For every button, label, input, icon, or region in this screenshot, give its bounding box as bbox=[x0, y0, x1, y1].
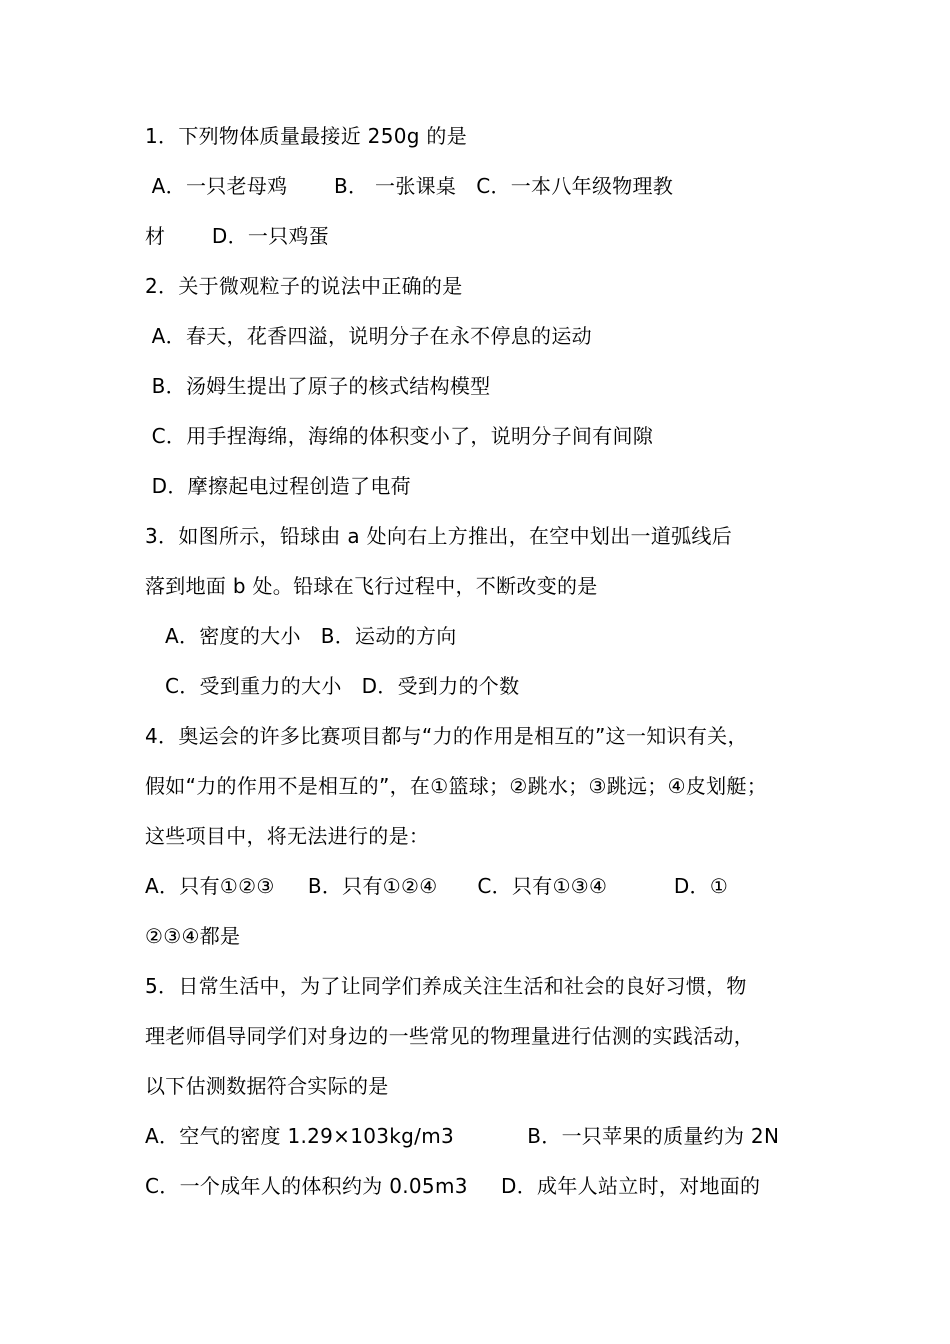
q5-options-cd: C．一个成年人的体积约为 0.05m3 D．成年人站立时，对地面的 bbox=[145, 1174, 761, 1198]
q4-stem-line-1: 4．奥运会的许多比赛项目都与“力的作用是相互的”这一知识有关， bbox=[145, 724, 748, 748]
q4-options-line-2: ②③④都是 bbox=[145, 924, 241, 948]
q2-option-d: D．摩擦起电过程创造了电荷 bbox=[145, 474, 411, 498]
q4-stem-line-3: 这些项目中，将无法进行的是： bbox=[145, 824, 430, 848]
q4-options-line-1: A．只有①②③ B．只有①②④ C．只有①③④ D．① bbox=[145, 874, 729, 898]
q4-stem-line-2: 假如“力的作用不是相互的”，在①篮球；②跳水；③跳远；④皮划艇； bbox=[145, 774, 768, 798]
q5-stem-line-1: 5．日常生活中，为了让同学们养成关注生活和社会的良好习惯，物 bbox=[145, 974, 747, 998]
q2-option-b: B．汤姆生提出了原子的核式结构模型 bbox=[145, 374, 491, 398]
q5-stem-line-2: 理老师倡导同学们对身边的一些常见的物理量进行估测的实践活动， bbox=[145, 1024, 754, 1048]
q3-stem-line-2: 落到地面 b 处。铅球在飞行过程中，不断改变的是 bbox=[145, 574, 598, 598]
q2-stem: 2．关于微观粒子的说法中正确的是 bbox=[145, 274, 463, 298]
q1-options-line-1: A．一只老母鸡 B． 一张课桌 C．一本八年级物理教 bbox=[145, 174, 674, 198]
q2-option-c: C．用手捏海绵，海绵的体积变小了，说明分子间有间隙 bbox=[145, 424, 654, 448]
q1-stem: 1．下列物体质量最接近 250g 的是 bbox=[145, 124, 468, 148]
q3-options-cd: C．受到重力的大小 D．受到力的个数 bbox=[145, 674, 520, 698]
q3-options-ab: A．密度的大小 B．运动的方向 bbox=[145, 624, 457, 648]
q5-options-ab: A．空气的密度 1.29×103kg/m3 B．一只苹果的质量约为 2N bbox=[145, 1124, 780, 1148]
q2-option-a: A．春天，花香四溢，说明分子在永不停息的运动 bbox=[145, 324, 592, 348]
q1-options-line-2: 材 D．一只鸡蛋 bbox=[145, 224, 330, 248]
q5-stem-line-3: 以下估测数据符合实际的是 bbox=[145, 1074, 389, 1098]
q3-stem-line-1: 3．如图所示，铅球由 a 处向右上方推出，在空中划出一道弧线后 bbox=[145, 524, 732, 548]
